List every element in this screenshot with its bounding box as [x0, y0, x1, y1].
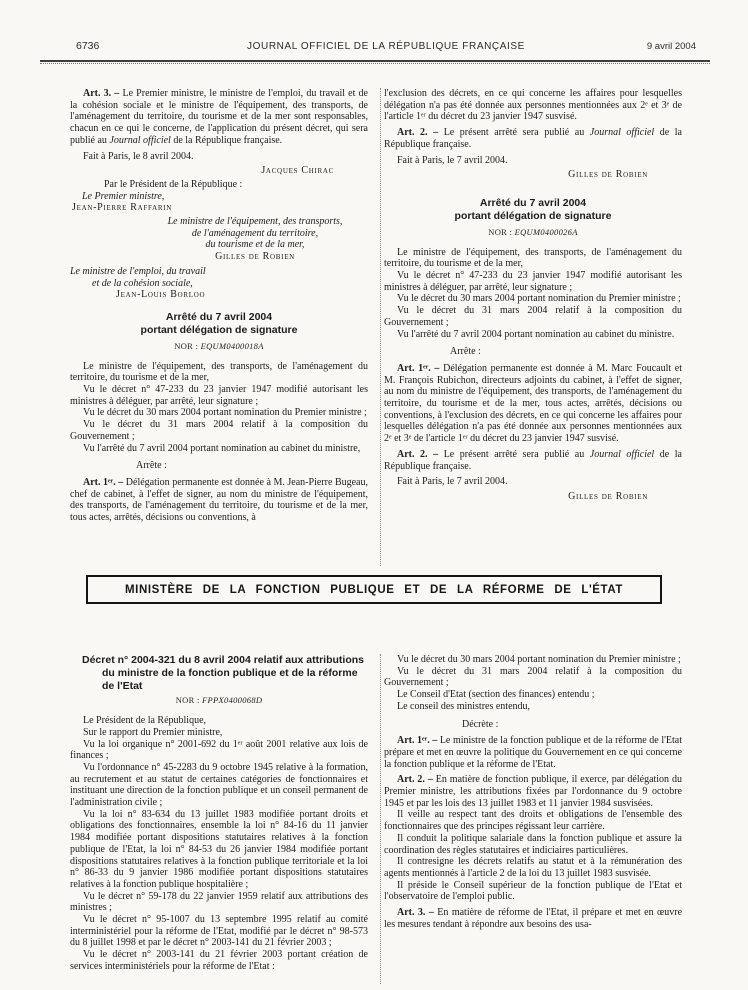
decrete-word: Décrète : [462, 718, 499, 730]
issue-date: 9 avril 2004 [646, 41, 696, 52]
article-1-paragraph [70, 477, 368, 524]
nor-value: EQUM0400018A [200, 340, 264, 351]
top-left-column [70, 88, 368, 570]
vu-paragraph: Vu le décret n° 47-233 du 23 janvier 1947 modifié autorisant les ministres à déléguer, par arrêté, leur signature ; [384, 270, 682, 293]
article-2-text-end: de la République française. [384, 127, 682, 150]
signature-borloo: Jean-Louis Borloo [116, 289, 206, 301]
article-1-text: Délégation permanente est donnée à M. Jean-Pierre Bugeau, chef de cabinet, à l'effet de signer, au nom du ministre de l'équipement, des transports, de l'aménagement du territoire, du tourisme et de la mer, tous actes, arrêtés, décisions ou conventions, à [70, 476, 368, 524]
arrete-heading-1-l1: Arrêté du 7 avril 2004 [165, 310, 273, 323]
vu-paragraph: Le conseil des ministres entendu, [397, 700, 531, 712]
arrete-heading-2 [384, 197, 682, 223]
article-2-subparagraph: Il préside le Conseil supérieur de la fonction publique de l'Etat et l'observatoire de l'emploi public. [384, 879, 682, 903]
article-2-subparagraph: Il contresigne les décrets relatifs au statut et à la rémunération des agents mentionnés à l'article 2 de la loi du 13 juillet 1983 susvisée. [384, 856, 682, 879]
vu-paragraph: Le ministre de l'équipement, des transports, de l'aménagement du territoire, du tourisme et de la mer, [70, 360, 368, 384]
article-1-label: Art. 1ᵉʳ. – [397, 362, 444, 374]
decret-paragraph: Le Président de la République, [83, 715, 207, 727]
page-number: 6736 [76, 40, 100, 52]
ministre-emploi-l1: Le ministre de l'emploi, du travail [70, 265, 206, 277]
vu-paragraph: Le Conseil d'Etat (section des finances) entendu ; [397, 689, 595, 701]
vu-paragraph: Vu la loi n° 83-634 du 13 juillet 1983 modifiée portant droits et obligations des fonctionnaires, ensemble la loi n° 84-16 du 11 janvier 1984 modifiée portant dispositions statutaires relatives à la fonction publique de l'Etat, la loi n° 84-53 du 26 janvier 1984 modifiée portant dispositions statutaires relatives à la fonction publique territoriale et la loi n° 86-33 du 9 janvier 1986 modifiée portant dispositions statutaires relatives à la fonction publique hospitalière ; [70, 808, 368, 890]
continuation-paragraph: l'exclusion des décrets, en ce qui concerne les affaires pour lesquelles délégation n'a pas été donnée aux personnes mentionnées aux 2ᵉ et 3ᵉ de l'article 1ᵉʳ du décret du 23 janvier 1947 susvisé. [384, 88, 682, 123]
header-rule [40, 60, 710, 62]
vu-paragraph: Vu le décret n° 59-178 du 22 janvier 1959 relatif aux attributions des ministres ; [70, 890, 368, 914]
signature-robien: Gilles de Robien [568, 169, 648, 181]
vu-paragraph: Vu le décret du 31 mars 2004 relatif à la composition du Gouvernement ; [70, 419, 368, 442]
column-divider [380, 654, 381, 984]
vu-paragraph: Vu le décret du 30 mars 2004 portant nomination du Premier ministre ; [83, 407, 367, 419]
article-3-paragraph [384, 907, 682, 930]
nor-label: NOR : [488, 226, 515, 237]
article-3-text: Le Premier ministre, le ministre de l'emploi, du travail et de la cohésion sociale et le ministre de l'équipement, des transports, de l'aménagement du territoire, du tourisme et de la mer sont responsables, chacun en ce qui le concerne, de l'application du présent décret, qui sera publié au [70, 88, 368, 146]
arrete-heading-2-l1: Arrêté du 7 avril 2004 [479, 196, 587, 209]
article-2-text: En matière de fonction publique, il exerce, par délégation du Premier ministre, les attributions fixées par l'ordonnance du 9 octobre 1945 et par les lois des 13 juillet 1983 et 11 janvier 1984 susvisées. [384, 774, 682, 809]
journal-officiel-italic: Journal officiel [589, 448, 655, 460]
ministre-equipement-l1: Le ministre de l'équipement, des transports, [167, 216, 343, 228]
premier-ministre-title: Le Premier ministre, [82, 190, 165, 202]
vu-paragraph: Vu le décret n° 95-1007 du 13 septembre 1995 relatif au comité interministériel pour la réforme de l'Etat, modifié par le décret n° 98-573 du 8 juillet 1998 et par le décret n° 2003-141 du 21 février 2003 ; [70, 914, 368, 949]
article-2-text: Le présent arrêté sera publié au [443, 127, 590, 139]
bottom-section [70, 654, 682, 990]
article-3-text-end: de la République française. [170, 134, 283, 146]
article-1-text: Délégation permanente est donnée à M. Marc Foucault et M. François Rubichon, directeurs adjoints du cabinet, à l'effet de signer, au nom du ministre de l'équipement, des transports, de l'aménagement du territoire, du tourisme et de la mer, tous actes, arrêtés, décisions ou conventions, à l'exclusion des décrets, en ce qui concerne les affaires pour lesquelles délégation n'a pas été donnée aux personnes mentionnées aux 2ᵉ et 3ᵉ de l'article 1ᵉʳ du décret du 23 janvier 1947 susvisé. [384, 362, 682, 445]
arrete-word: Arrête : [136, 460, 167, 472]
page-header [76, 40, 696, 52]
article-2-paragraph [384, 774, 682, 809]
article-2-label: Art. 2. – [397, 774, 436, 786]
nor-label: NOR : [174, 340, 201, 351]
nor-label: NOR : [175, 695, 203, 706]
article-1-label: Art. 1ᵉʳ. – [83, 476, 126, 488]
article-2-label: Art. 2. – [397, 127, 444, 139]
article-3-label: Art. 3. – [83, 88, 123, 99]
ministre-equipement-block [70, 216, 368, 263]
vu-paragraph: Vu l'arrêté du 7 avril 2004 portant nomination au cabinet du ministre, [83, 442, 361, 454]
article-2-paragraph [384, 449, 682, 472]
article-1-paragraph [384, 363, 682, 445]
article-2-text-end: de la République française. [384, 448, 682, 472]
arrete-heading-2-l2: portant délégation de signature [454, 209, 612, 222]
article-1-paragraph [384, 735, 682, 770]
arrete-heading-1 [70, 311, 368, 337]
article-2-paragraph [384, 127, 682, 150]
nor-value: FPPX0400068D [202, 695, 263, 706]
vu-paragraph: Vu le décret du 30 mars 2004 portant nomination du Premier ministre ; [397, 654, 681, 665]
arrete-word: Arrête : [450, 346, 481, 358]
signature-robien: Gilles de Robien [568, 490, 648, 502]
article-2-text: Le présent arrêté sera publié au [443, 448, 590, 460]
nor-value: EQUM0400026A [514, 226, 578, 237]
ministre-equipement-l2: de l'aménagement du territoire, [191, 227, 319, 239]
signature-raffarin: Jean-Pierre Raffarin [72, 202, 172, 214]
fait-a-paris-line: Fait à Paris, le 8 avril 2004. [83, 150, 194, 162]
ministry-banner-text: MINISTÈRE DE LA FONCTION PUBLIQUE ET DE LA RÉFORME DE L'ÉTAT [124, 583, 624, 596]
vu-paragraph: Vu le décret du 30 mars 2004 portant nomination du Premier ministre ; [397, 293, 681, 305]
decret-title: Décret n° 2004-321 du 8 avril 2004 relatif aux attributions du ministre de la fonction publique et de la réforme de l'Etat [82, 654, 364, 692]
nor-line-2 [384, 227, 682, 239]
vu-paragraph: Vu le décret n° 2003-141 du 21 février 2003 portant création de services interministériels pour la réforme de l'Etat : [70, 949, 368, 972]
article-2-subparagraph: Il conduit la politique salariale dans la fonction publique et assure la coordination des règles statutaires et indiciaires particulières. [384, 832, 682, 856]
fait-a-paris-line: Fait à Paris, le 7 avril 2004. [397, 476, 508, 488]
bottom-right-column [384, 654, 682, 990]
ministre-equipement-l3: du tourisme et de la mer, [205, 239, 305, 251]
vu-paragraph: Vu le décret du 31 mars 2004 relatif à la composition du Gouvernement ; [384, 305, 682, 328]
nor-line-1 [70, 341, 368, 353]
decret-paragraph: Sur le rapport du Premier ministre, [83, 726, 223, 738]
vu-paragraph: Vu l'ordonnance n° 45-2283 du 9 octobre 1945 relative à la formation, au recrutement et au statut de certaines catégories de fonctionnaires et instituant une direction de la fonction publique et un conseil permanent de l'administration civile ; [70, 761, 368, 809]
bottom-left-column [70, 654, 368, 990]
ministry-section-banner [86, 575, 662, 604]
journal-officiel-italic: Journal officiel [109, 134, 171, 146]
journal-officiel-italic: Journal officiel [589, 127, 655, 139]
signature-robien: Gilles de Robien [215, 251, 295, 263]
journal-title: JOURNAL OFFICIEL DE LA RÉPUBLIQUE FRANÇAISE [247, 41, 525, 52]
column-divider [380, 88, 381, 566]
vu-paragraph: Le ministre de l'équipement, des transports, de l'aménagement du territoire, du tourisme et de la mer, [384, 246, 682, 270]
ministre-emploi-l2: et de la cohésion sociale, [92, 277, 193, 289]
par-president-line: Par le Président de la République : [104, 178, 243, 190]
top-right-column [384, 88, 682, 570]
vu-paragraph: Vu l'arrêté du 7 avril 2004 portant nomination au cabinet du ministre. [397, 328, 675, 340]
nor-line-3 [70, 695, 368, 707]
top-section [70, 88, 682, 570]
fait-a-paris-line: Fait à Paris, le 7 avril 2004. [397, 154, 508, 166]
article-2-label: Art. 2. – [397, 448, 444, 460]
article-1-label: Art. 1ᵉʳ. – [397, 735, 440, 747]
article-3-label: Art. 3. – [397, 907, 438, 919]
ministre-emploi-block [70, 266, 368, 301]
vu-paragraph: Vu le décret n° 47-233 du 23 janvier 1947 modifié autorisant les ministres à déléguer, par arrêté, leur signature ; [70, 384, 368, 407]
arrete-heading-1-l2: portant délégation de signature [140, 323, 298, 336]
article-2-subparagraph: Il veille au respect tant des droits et obligations de l'ensemble des fonctionnaires que des principes régissant leur carrière. [384, 809, 682, 833]
vu-paragraph: Vu le décret du 31 mars 2004 relatif à la composition du Gouvernement ; [384, 665, 682, 689]
article-3-text: En matière de réforme de l'Etat, il prépare et met en œuvre les mesures tendant à répondre aux besoins des usa- [384, 907, 682, 930]
article-3-paragraph [70, 88, 368, 147]
article-1-text: Le ministre de la fonction publique et de la réforme de l'Etat prépare et met en œuvre la politique du Gouvernement en ce qui concerne la fonction publique et la réforme de l'Etat. [384, 735, 682, 770]
signature-chirac: Jacques Chirac [261, 165, 334, 177]
vu-paragraph: Vu la loi organique n° 2001-692 du 1ᵉʳ août 2001 relative aux lois de finances ; [70, 738, 368, 762]
